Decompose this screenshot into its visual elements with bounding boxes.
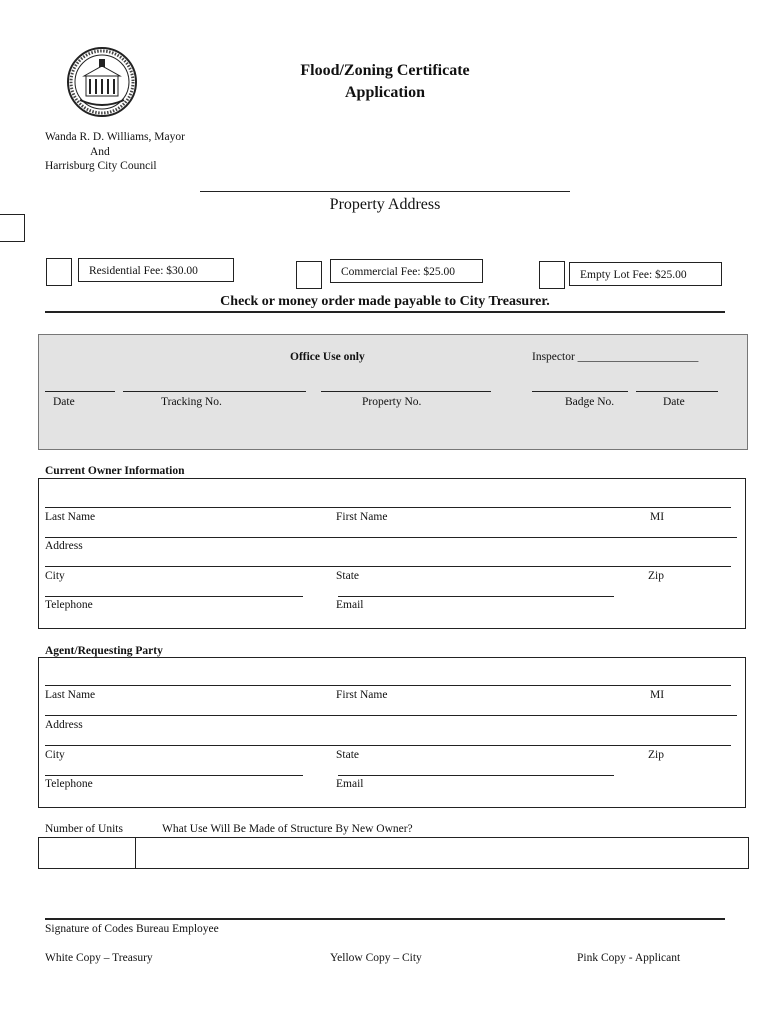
left-margin-checkbox[interactable] — [0, 214, 25, 242]
residential-checkbox[interactable] — [46, 258, 72, 286]
agent-last-name-label: Last Name — [45, 689, 96, 701]
agent-zip-label: Zip — [648, 749, 664, 761]
badge-label: Badge No. — [565, 396, 615, 408]
agent-telephone-line[interactable] — [45, 775, 303, 776]
payment-note: Check or money order made payable to City Treasurer. — [220, 294, 550, 309]
units-input[interactable] — [38, 837, 136, 869]
officials-block — [45, 130, 185, 174]
owner-mi-label: MI — [650, 511, 665, 523]
officials-and: And — [90, 145, 110, 158]
owner-last-name-label: Last Name — [45, 511, 96, 523]
units-label: Number of Units — [45, 823, 123, 835]
owner-state-label: State — [336, 570, 359, 582]
owner-address-line[interactable] — [45, 537, 737, 538]
date-label: Date — [53, 396, 75, 408]
property-address-line[interactable] — [200, 191, 570, 192]
agent-email-label: Email — [336, 778, 364, 790]
title-line-1: Flood/Zoning Certificate — [300, 62, 470, 79]
agent-address-label: Address — [45, 719, 83, 731]
yellow-copy-label: Yellow Copy – City — [330, 952, 422, 964]
date2-label: Date — [663, 396, 685, 408]
agent-name-line[interactable] — [45, 685, 731, 686]
agent-section-title: Agent/Requesting Party — [45, 645, 163, 657]
inspector-field[interactable]: Inspector _____________________ — [532, 351, 699, 363]
owner-name-line[interactable] — [45, 507, 731, 508]
empty-lot-checkbox[interactable] — [539, 261, 565, 289]
owner-zip-label: Zip — [648, 570, 664, 582]
date-line[interactable] — [45, 391, 115, 392]
use-input[interactable] — [135, 837, 749, 869]
white-copy-label: White Copy – Treasury — [45, 952, 153, 964]
owner-email-line[interactable] — [338, 596, 614, 597]
payment-rule — [45, 311, 725, 313]
use-label: What Use Will Be Made of Structure By New Owner? — [162, 823, 413, 835]
agent-mi-label: MI — [650, 689, 665, 701]
badge-line[interactable] — [532, 391, 628, 392]
agent-box — [38, 657, 746, 808]
agent-first-name-label: First Name — [336, 689, 388, 701]
date2-line[interactable] — [636, 391, 718, 392]
mayor-name: Wanda R. D. Williams, Mayor — [45, 131, 185, 143]
agent-state-label: State — [336, 749, 359, 761]
owner-first-name-label: First Name — [336, 511, 388, 523]
agent-telephone-label: Telephone — [45, 778, 93, 790]
owner-city-line[interactable] — [45, 566, 731, 567]
council-name: Harrisburg City Council — [45, 160, 157, 172]
pink-copy-label: Pink Copy - Applicant — [577, 952, 681, 964]
commercial-fee: Commercial Fee: $25.00 — [330, 259, 483, 283]
property-no-label: Property No. — [362, 396, 422, 408]
owner-address-label: Address — [45, 540, 83, 552]
signature-line[interactable] — [45, 918, 725, 920]
tracking-line[interactable] — [123, 391, 306, 392]
owner-box — [38, 478, 746, 629]
commercial-checkbox[interactable] — [296, 261, 322, 289]
agent-email-line[interactable] — [338, 775, 614, 776]
tracking-label: Tracking No. — [161, 396, 222, 408]
city-seal-icon — [66, 46, 138, 118]
office-use-title: Office Use only — [290, 351, 365, 363]
property-no-line[interactable] — [321, 391, 491, 392]
property-address-label: Property Address — [329, 196, 441, 213]
residential-fee: Residential Fee: $30.00 — [78, 258, 234, 282]
title-line-2: Application — [344, 84, 425, 101]
owner-telephone-label: Telephone — [45, 599, 93, 611]
owner-telephone-line[interactable] — [45, 596, 303, 597]
owner-email-label: Email — [336, 599, 364, 611]
agent-city-line[interactable] — [45, 745, 731, 746]
empty-lot-fee: Empty Lot Fee: $25.00 — [569, 262, 722, 286]
agent-city-label: City — [45, 749, 65, 761]
owner-section-title: Current Owner Information — [45, 465, 185, 477]
owner-city-label: City — [45, 570, 65, 582]
signature-label: Signature of Codes Bureau Employee — [45, 923, 219, 935]
form-title — [250, 60, 520, 104]
agent-address-line[interactable] — [45, 715, 737, 716]
